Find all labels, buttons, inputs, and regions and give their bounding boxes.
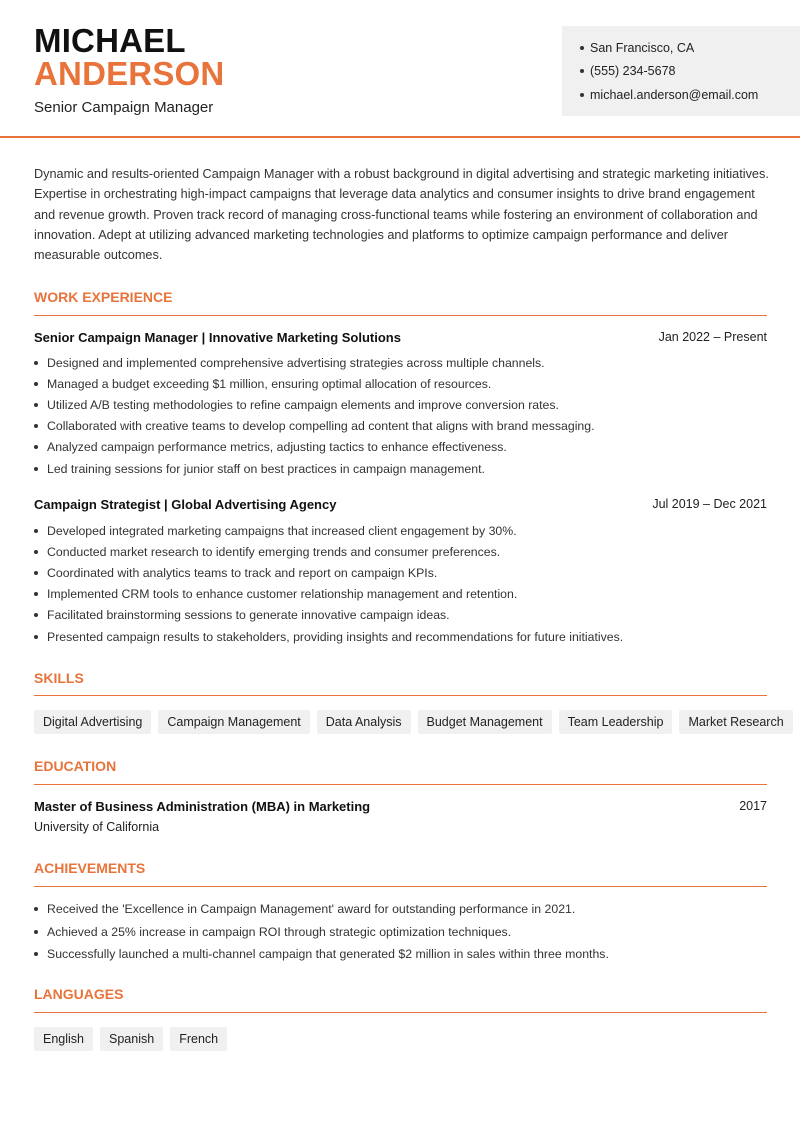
- list-item: [34, 520, 774, 541]
- job-bullets: [34, 520, 774, 647]
- section-divider: [34, 315, 767, 316]
- bullet-icon: [34, 382, 38, 386]
- bullet-text: Received the 'Excellence in Campaign Management' award for outstanding performance in 2021.: [47, 902, 576, 917]
- bullet-icon: [34, 635, 38, 639]
- languages-list: [34, 1027, 227, 1051]
- section-divider: [34, 1012, 767, 1013]
- skill-chip: Team Leadership: [559, 710, 673, 734]
- summary-paragraph: Dynamic and results-oriented Campaign Manager with a robust background in digital advertising and strategic marketing initiatives. Expertise in orchestrating high-impact campaigns that leverage data analytics and consumer insights to drive brand engagement and revenue growth. Proven track record of managing cross-functional teams while fostering an environment of collaboration and innovation. Adept at utilizing advanced marketing technologies and platforms to optimize campaign performance and deliver measurable outcomes.: [34, 167, 769, 263]
- bullet-text: Implemented CRM tools to enhance customer relationship management and retention.: [47, 587, 518, 602]
- bullet-text: Conducted market research to identify emerging trends and consumer preferences.: [47, 544, 501, 559]
- degree-year: 2017: [739, 799, 767, 813]
- bullet-text: Facilitated brainstorming sessions to generate innovative campaign ideas.: [47, 608, 450, 623]
- job-bullets: [34, 352, 774, 479]
- achievements-list: [34, 898, 774, 966]
- bullet-text: Coordinated with analytics teams to track and report on campaign KPIs.: [47, 565, 438, 580]
- bullet-icon: [34, 930, 38, 934]
- first-name: MICHAEL: [34, 22, 186, 59]
- language-chip: Spanish: [100, 1027, 163, 1051]
- bullet-icon: [580, 69, 584, 73]
- resume-header: [0, 0, 800, 138]
- bullet-icon: [34, 467, 38, 471]
- list-item: [34, 605, 774, 626]
- list-item: [34, 352, 774, 373]
- job-dates: Jul 2019 – Dec 2021: [652, 497, 767, 511]
- bullet-icon: [34, 571, 38, 575]
- bullet-text: Managed a budget exceeding $1 million, ensuring optimal allocation of resources.: [47, 376, 492, 391]
- job-title: Senior Campaign Manager | Innovative Marketing Solutions: [34, 330, 401, 345]
- list-item: [34, 394, 774, 415]
- phone-text: (555) 234-5678: [590, 64, 676, 79]
- bullet-text: Successfully launched a multi-channel campaign that generated $2 million in sales within three months.: [47, 947, 609, 962]
- language-chip: English: [34, 1027, 93, 1051]
- bullet-text: Achieved a 25% increase in campaign ROI through strategic optimization techniques.: [47, 924, 512, 939]
- bullet-icon: [34, 952, 38, 956]
- job-title: Campaign Strategist | Global Advertising Agency: [34, 497, 337, 512]
- skill-chip: Market Research: [679, 710, 792, 734]
- section-divider: [34, 886, 767, 887]
- contact-location: [580, 36, 800, 60]
- bullet-text: Developed integrated marketing campaigns that increased client engagement by 30%.: [47, 523, 517, 538]
- list-item: [34, 416, 774, 437]
- section-divider: [34, 695, 767, 696]
- bullet-icon: [34, 445, 38, 449]
- bullet-icon: [34, 424, 38, 428]
- contact-phone: [580, 60, 800, 84]
- bullet-text: Collaborated with creative teams to develop compelling ad content that aligns with brand messaging.: [47, 419, 595, 434]
- list-item: [34, 458, 774, 479]
- skill-chip: Data Analysis: [317, 710, 411, 734]
- bullet-text: Designed and implemented comprehensive advertising strategies across multiple channels.: [47, 355, 545, 370]
- bullet-icon: [34, 907, 38, 911]
- bullet-text: Analyzed campaign performance metrics, adjusting tactics to enhance effectiveness.: [47, 440, 507, 455]
- list-item: [34, 373, 774, 394]
- bullet-icon: [34, 592, 38, 596]
- list-item: [34, 437, 774, 458]
- email-text: michael.anderson@email.com: [590, 87, 759, 102]
- job-dates: Jan 2022 – Present: [658, 330, 767, 344]
- bullet-text: Led training sessions for junior staff on best practices in campaign management.: [47, 461, 485, 476]
- degree-title: Master of Business Administration (MBA) in Marketing: [34, 799, 371, 814]
- list-item: [34, 562, 774, 583]
- bullet-icon: [580, 93, 584, 97]
- bullet-text: Presented campaign results to stakeholders, providing insights and recommendations for future initiatives.: [47, 629, 624, 644]
- skills-list: [34, 710, 793, 734]
- list-item: [34, 541, 774, 562]
- list-item: [34, 626, 774, 647]
- list-item: [34, 898, 774, 921]
- section-title-languages: LANGUAGES: [34, 986, 124, 1002]
- contact-box: [562, 26, 800, 116]
- bullet-icon: [34, 550, 38, 554]
- section-title-achievements: ACHIEVEMENTS: [34, 860, 146, 876]
- section-divider: [34, 784, 767, 785]
- language-chip: French: [170, 1027, 227, 1051]
- location-text: San Francisco, CA: [590, 40, 695, 55]
- list-item: [34, 584, 774, 605]
- section-title-work: WORK EXPERIENCE: [34, 289, 173, 305]
- bullet-text: Utilized A/B testing methodologies to refine campaign elements and improve conversion rates.: [47, 397, 559, 412]
- last-name: ANDERSON: [34, 55, 225, 92]
- skill-chip: Digital Advertising: [34, 710, 151, 734]
- section-title-education: EDUCATION: [34, 758, 117, 774]
- bullet-icon: [34, 529, 38, 533]
- job-role: Senior Campaign Manager: [34, 99, 214, 116]
- bullet-icon: [34, 403, 38, 407]
- bullet-icon: [34, 361, 38, 365]
- bullet-icon: [34, 613, 38, 617]
- school-name: University of California: [34, 820, 160, 834]
- list-item: [34, 921, 774, 944]
- list-item: [34, 943, 774, 966]
- skill-chip: Budget Management: [418, 710, 552, 734]
- section-title-skills: SKILLS: [34, 670, 84, 686]
- skill-chip: Campaign Management: [158, 710, 309, 734]
- bullet-icon: [580, 46, 584, 50]
- contact-email: [580, 83, 800, 107]
